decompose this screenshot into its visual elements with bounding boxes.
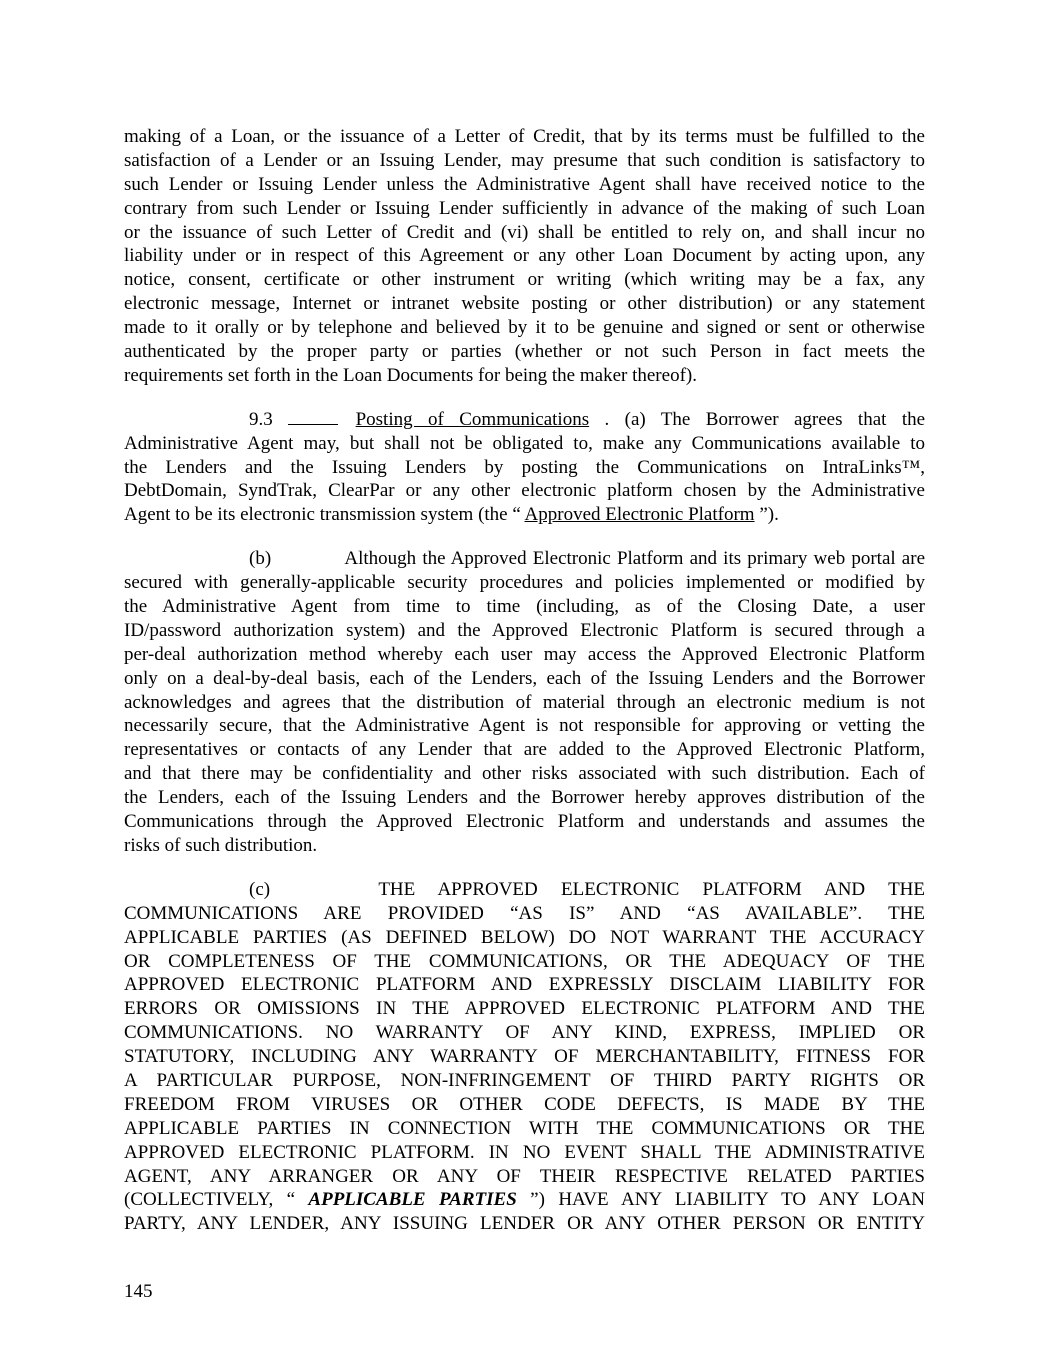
text-line (124, 878, 925, 902)
paragraph-section-9-3-b (124, 547, 925, 858)
text-line: representatives or contacts of any Lender that are added to the Approved Electronic Platform, (124, 739, 925, 761)
text-line (124, 503, 925, 527)
text-line: making of a Loan, or the issuance of a Letter of Credit, that by its terms must be fulfilled to the (124, 126, 925, 147)
text-line: the Administrative Agent from time to time (including, as of the Closing Date, a user (124, 596, 925, 618)
text-line (124, 408, 925, 432)
text-run: . (a) The Borrower agrees that the (604, 408, 926, 430)
text-run: (b) (249, 548, 272, 570)
text-line: authenticated by the proper party or parties (whether or not such Person in fact meets the (124, 341, 925, 363)
text-line: STATUTORY, INCLUDING ANY WARRANTY OF MERCHANTABILITY, FITNESS FOR (124, 1046, 925, 1068)
text-line: Administrative Agent may, but shall not be obligated to, make any Communications available to (124, 432, 925, 454)
paragraph-section-9-3-c (124, 878, 925, 1236)
text-line: notice, consent, certificate or other instrument or writing (which writing may be a fax, any (124, 269, 925, 291)
text-run: 9.3 (249, 408, 273, 430)
text-run: ”). (759, 504, 779, 526)
page-number: 145 (124, 1281, 153, 1302)
text-line: the Lenders, each of the Issuing Lenders and the Borrower hereby approves distribution of the (124, 787, 925, 809)
text-run: Agent to be its electronic transmission system (the “ (124, 504, 521, 526)
text-line: only on a deal-by-deal basis, each of the Lenders, each of the Issuing Lenders and the Borrower (124, 667, 925, 689)
text-line: liability under or in respect of this Agreement or any other Loan Document by acting upon, any (124, 245, 925, 267)
document-body (124, 125, 925, 1236)
text-line: requirements set forth in the Loan Documents for being the maker thereof). (124, 364, 697, 386)
text-line (124, 547, 925, 571)
text-line: and that there may be confidentiality and other risks associated with such distribution. Each of (124, 763, 925, 785)
text-line: COMMUNICATIONS. NO WARRANTY OF ANY KIND, EXPRESS, IMPLIED OR (124, 1022, 925, 1044)
text-run: Although the Approved Electronic Platform and its primary web portal are (344, 548, 926, 570)
text-line: such Lender or Issuing Lender unless the Administrative Agent shall have received notice to the (124, 173, 925, 195)
text-line: ID/password authorization system) and the Approved Electronic Platform is secured through a (124, 619, 925, 641)
text-line: risks of such distribution. (124, 834, 318, 856)
text-line: electronic message, Internet or intranet website posting or other distribution) or any statement (124, 293, 925, 315)
text-line: A PARTICULAR PURPOSE, NON-INFRINGEMENT OF THIRD PARTY RIGHTS OR (124, 1069, 925, 1091)
text-line: contrary from such Lender or Issuing Lender sufficiently in advance of the making of such Loan (124, 197, 925, 219)
text-line: OR COMPLETENESS OF THE COMMUNICATIONS, OR THE ADEQUACY OF THE (124, 950, 925, 972)
text-line: PARTY, ANY LENDER, ANY ISSUING LENDER OR ANY OTHER PERSON OR ENTITY (124, 1213, 925, 1235)
text-line (124, 1188, 925, 1212)
text-line: DebtDomain, SyndTrak, ClearPar or any other electronic platform chosen by the Administrative (124, 480, 925, 502)
paragraph-section-9-3-a (124, 408, 925, 527)
text-line: APPLICABLE PARTIES IN CONNECTION WITH THE COMMUNICATIONS OR THE (124, 1117, 925, 1139)
text-line: the Lenders and the Issuing Lenders by posting the Communications on IntraLinks™, (124, 456, 925, 478)
text-line: necessarily secure, that the Administrative Agent is not responsible for approving or vetting the (124, 715, 925, 737)
text-line: or the issuance of such Letter of Credit and (vi) shall be entitled to rely on, and shall incur no (124, 221, 925, 243)
text-line: secured with generally-applicable security procedures and policies implemented or modified by (124, 572, 925, 594)
paragraph-continuation (124, 125, 925, 388)
text-line: FREEDOM FROM VIRUSES OR OTHER CODE DEFECTS, IS MADE BY THE (124, 1093, 925, 1115)
text-line: ERRORS OR OMISSIONS IN THE APPROVED ELECTRONIC PLATFORM AND THE (124, 998, 925, 1020)
text-line: satisfaction of a Lender or an Issuing Lender, may presume that such condition is satisfactory to (124, 149, 925, 171)
underlined-term: Posting of Communications (355, 408, 590, 430)
underline-gap (288, 408, 338, 425)
text-line: per-deal authorization method whereby each user may access the Approved Electronic Platform (124, 643, 925, 665)
underlined-term: Approved Electronic Platform (524, 504, 755, 526)
text-line: AGENT, ANY ARRANGER OR ANY OF THEIR RESPECTIVE RELATED PARTIES (124, 1165, 925, 1187)
text-line: made to it orally or by telephone and believed by it to be genuine and signed or sent or otherwise (124, 317, 925, 339)
text-run: (c) (249, 878, 271, 900)
text-run: THE APPROVED ELECTRONIC PLATFORM AND THE (378, 878, 925, 900)
text-line: APPROVED ELECTRONIC PLATFORM. IN NO EVENT SHALL THE ADMINISTRATIVE (124, 1141, 925, 1163)
text-line: APPLICABLE PARTIES (AS DEFINED BELOW) DO NOT WARRANT THE ACCURACY (124, 926, 925, 948)
defined-term: APPLICABLE PARTIES (308, 1189, 517, 1211)
text-run: (COLLECTIVELY, “ (124, 1189, 296, 1211)
text-line: APPROVED ELECTRONIC PLATFORM AND EXPRESSLY DISCLAIM LIABILITY FOR (124, 974, 925, 996)
text-run: ”) HAVE ANY LIABILITY TO ANY LOAN (530, 1189, 926, 1211)
text-line: acknowledges and agrees that the distribution of material through an electronic medium is not (124, 691, 925, 713)
text-line: Communications through the Approved Electronic Platform and understands and assumes the (124, 811, 925, 833)
text-line: COMMUNICATIONS ARE PROVIDED “AS IS” AND “AS AVAILABLE”. THE (124, 902, 925, 924)
